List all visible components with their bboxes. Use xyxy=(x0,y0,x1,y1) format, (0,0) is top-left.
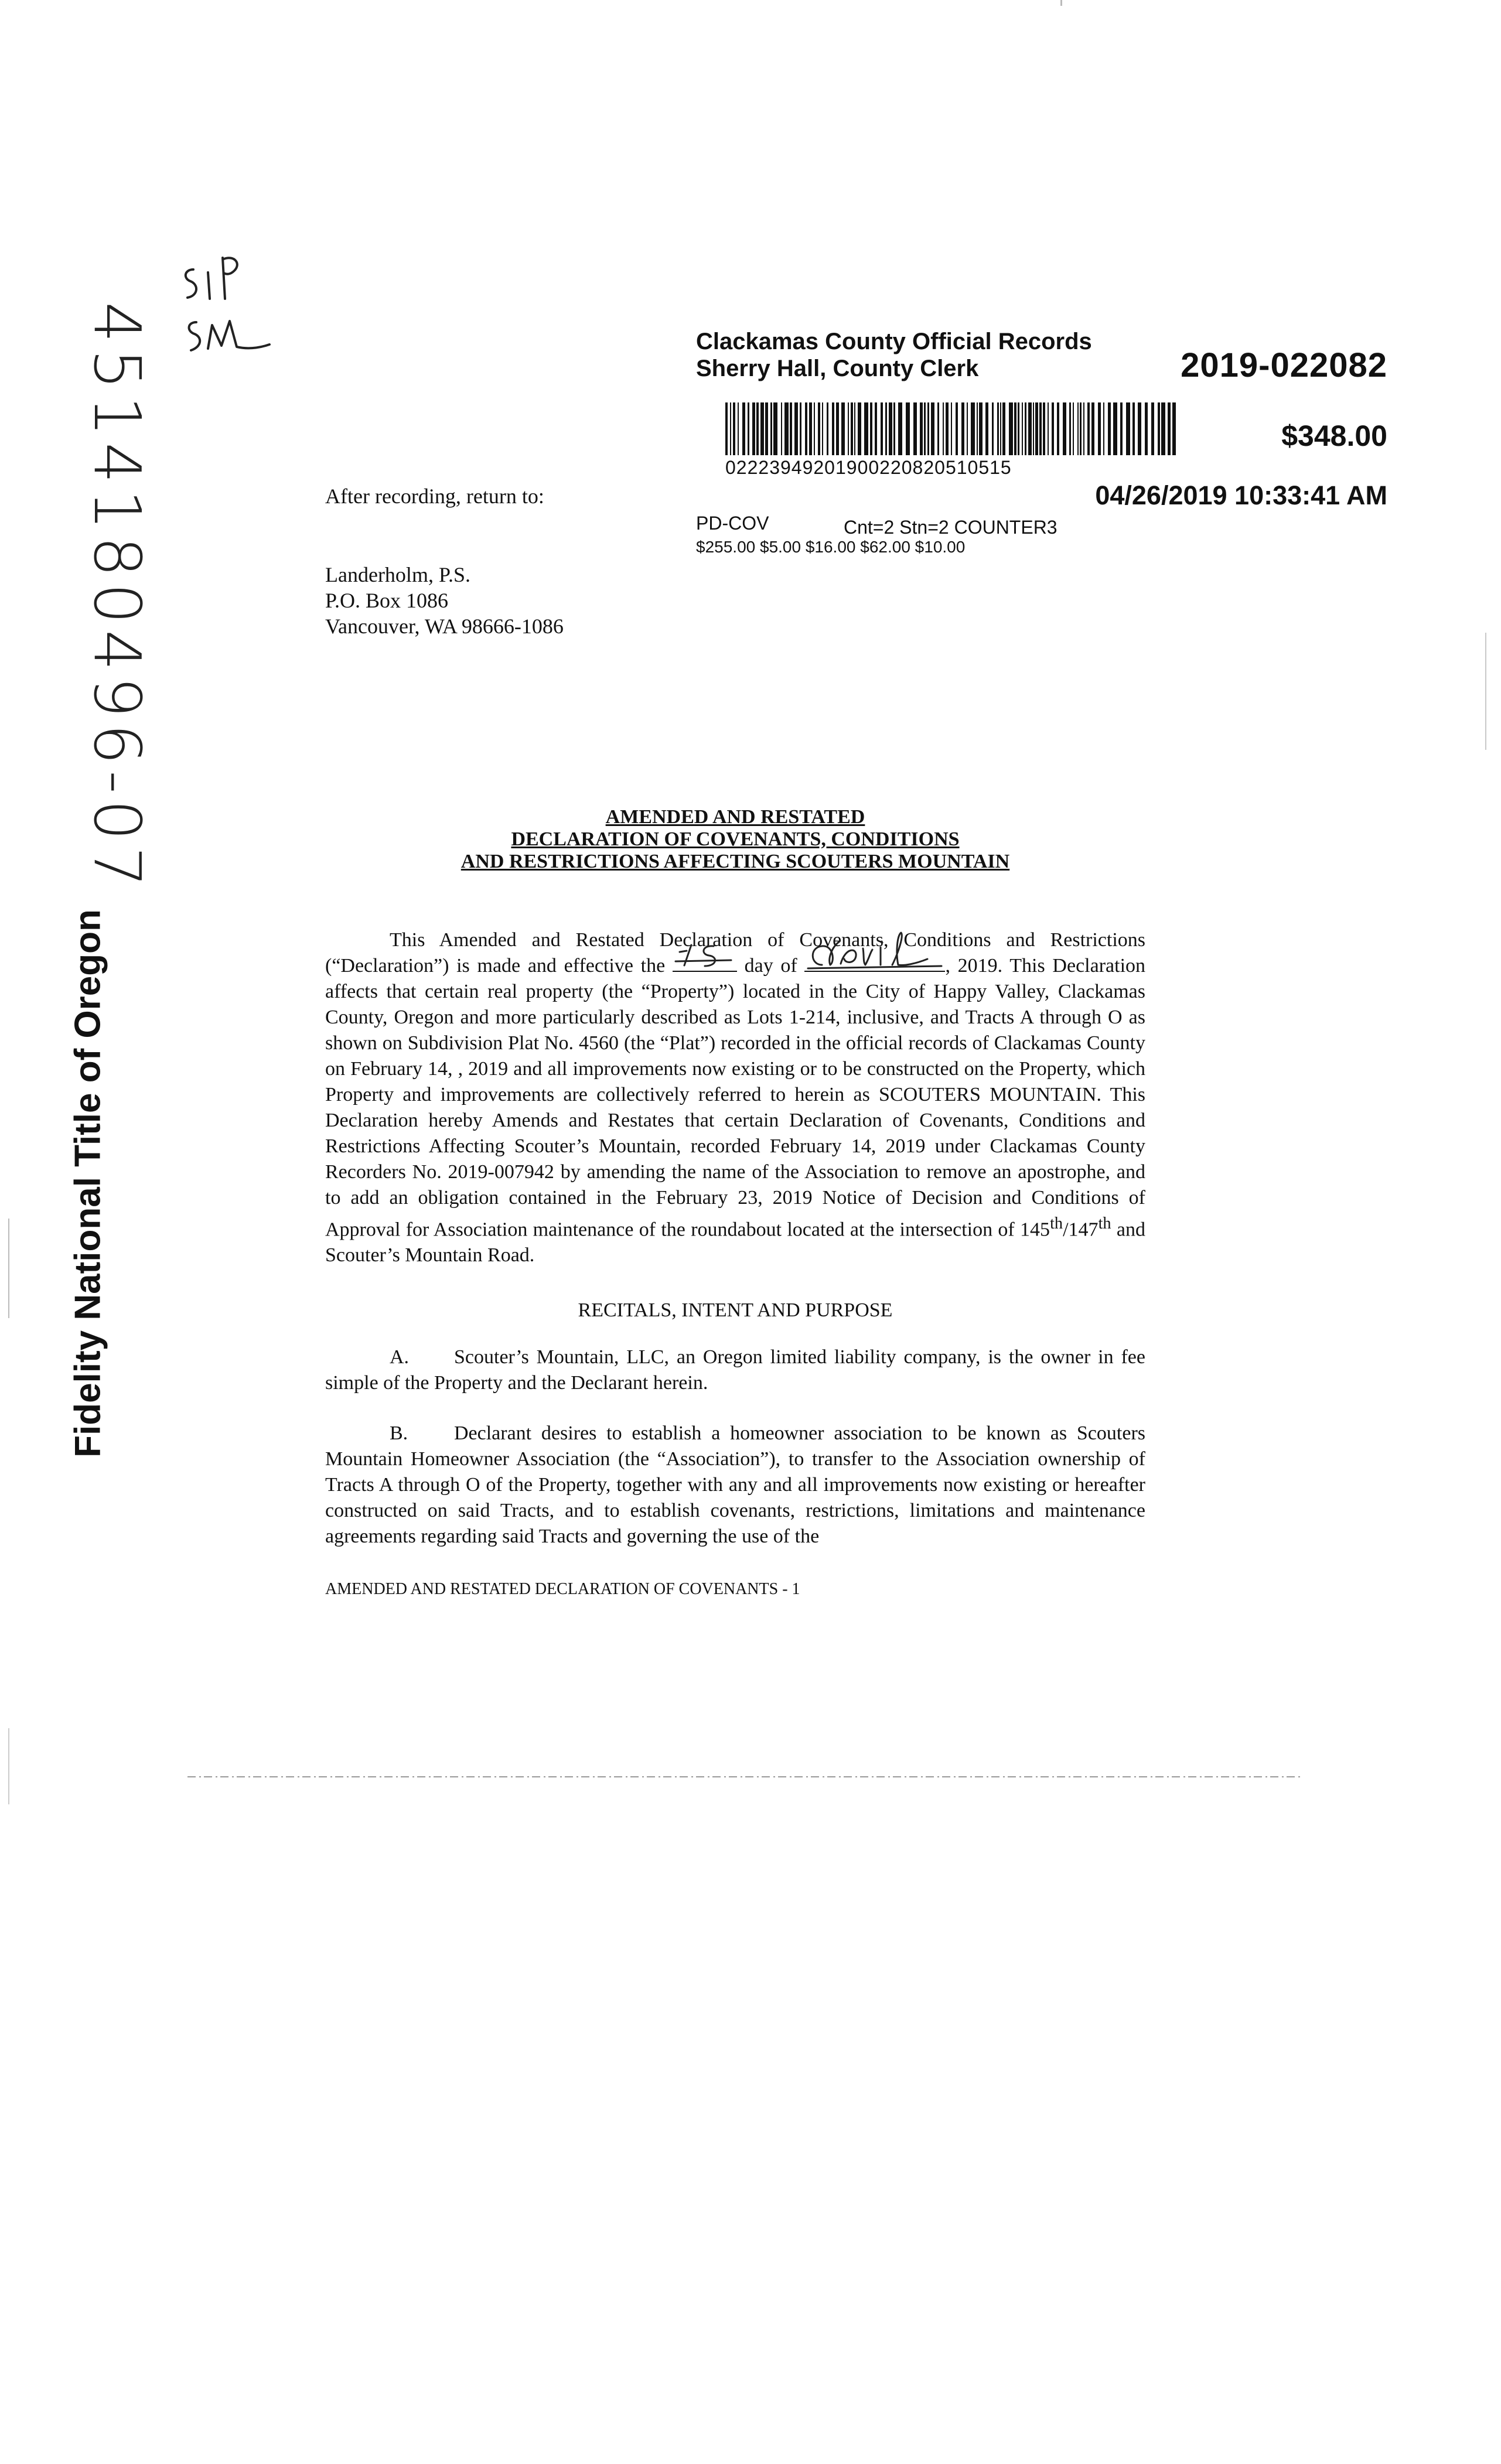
barcode-bar xyxy=(1098,402,1101,455)
barcode-bar xyxy=(875,402,877,455)
barcode-bar xyxy=(931,402,934,455)
barcode-bar xyxy=(885,402,887,455)
barcode-bar xyxy=(1009,402,1013,455)
scan-artifact-line xyxy=(187,1775,1301,1779)
barcode-bar xyxy=(1063,402,1066,455)
recital-a-label: A. xyxy=(390,1346,410,1368)
barcode-number: 02223949201900220820510515 xyxy=(725,457,1012,478)
barcode-bar xyxy=(827,402,828,455)
barcode-bar xyxy=(848,402,849,455)
handwritten-order-number-text: 4514180496-07 xyxy=(80,302,155,893)
ordinal-suffix: th xyxy=(1050,1214,1063,1233)
barcode-bar xyxy=(913,402,917,455)
barcode-bar xyxy=(818,402,820,455)
intro-text-1: This Amended and Restated Declaration of Covenants, Conditions and Restrictions (“Declaration”) is made and effective the xyxy=(325,929,1145,977)
intro-text-3: , 2019. This Declaration affects that certain real property (the “Property”) located in the City of Happy Valley, Clackamas County, Oregon and more particularly described as Lots 1-214, inclusive, and Tracts A through O as shown on Subdivision Plat No. 4560 (the “Plat”) recorded in the official records of Clackamas County on February 14, , 2019 and all improvements now existing or to be constructed on the Property, which Property and improvements are collectively referred to herein as SCOUTERS MOUNTAIN. This Declaration hereby Amends and Restates that certain Declaration of Covenants, Conditions and Restrictions Affecting Scouter’s Mountain, recorded February 14, 2019 under Clackamas County Recorders No. 2019-007942 by amending the name of the Association to remove an apostrophe, and to add an obligation contained in the February 23, 2019 Notice of Decision and Conditions of Approval for Association maintenance of the roundabout located at the intersection of 145 xyxy=(325,955,1146,1241)
barcode-bar xyxy=(1080,402,1082,455)
barcode-bar xyxy=(1077,402,1079,455)
barcode-bar xyxy=(1138,402,1141,455)
barcode-bar xyxy=(854,402,855,455)
title-company-stamp xyxy=(67,909,108,1458)
barcode-bar xyxy=(906,402,910,455)
barcode-bar xyxy=(1033,402,1034,455)
barcode-bar xyxy=(1043,402,1045,455)
barcode-bar xyxy=(870,402,872,455)
barcode-bar xyxy=(1039,402,1042,455)
return-address-block xyxy=(325,483,564,639)
barcode-bar xyxy=(924,402,926,455)
barcode-bar xyxy=(1028,402,1032,455)
scan-mark xyxy=(8,1219,9,1318)
barcode-bar xyxy=(1172,402,1176,455)
recitals-heading: RECITALS, INTENT AND PURPOSE xyxy=(578,1299,893,1321)
barcode-bar xyxy=(770,402,772,455)
barcode-bar xyxy=(773,402,777,455)
barcode-bar xyxy=(851,402,853,455)
barcode-bar xyxy=(822,402,823,455)
barcode-bar xyxy=(790,402,792,455)
title-company-name: Fidelity National Title of Oregon xyxy=(67,909,108,1458)
scan-mark xyxy=(8,1728,9,1804)
barcode-bar xyxy=(1025,402,1026,455)
barcode-bar xyxy=(951,402,952,455)
barcode-bar xyxy=(997,402,999,455)
barcode-bar xyxy=(927,402,929,455)
barcode-bar xyxy=(937,402,939,455)
recital-b-label: B. xyxy=(390,1422,408,1444)
barcode-bar xyxy=(794,402,798,455)
scan-mark xyxy=(1485,633,1486,750)
barcode-bar xyxy=(1087,402,1090,455)
recital-a-text: Scouter’s Mountain, LLC, an Oregon limited liability company, is the owner in fee simple of the Property and the Declarant herein. xyxy=(325,1346,1145,1394)
barcode-bar xyxy=(1057,402,1059,455)
barcode-bar xyxy=(756,402,759,455)
return-label: After recording, return to: xyxy=(325,484,544,508)
barcode-bar xyxy=(858,402,861,455)
barcode-bar xyxy=(979,402,983,455)
recital-b-text: Declarant desires to establish a homeowner association to be known as Scouters Mountain Homeowner Association (the “Association”), to transfer to the Association ownership of Tracts A through O of the Property, together with any and all improvements now existing or hereafter constructed on said Tracts, and to establish covenants, restrictions, limitations and maintenance agreements regarding said Tracts and governing the use of the xyxy=(325,1422,1145,1547)
barcode-bar xyxy=(742,402,745,455)
recorder-office-line2: Sherry Hall, County Clerk xyxy=(696,356,979,381)
return-city: Vancouver, WA 98666-1086 xyxy=(325,615,564,638)
barcode-bar xyxy=(956,402,958,455)
handwritten-month xyxy=(804,930,945,971)
intro-text-4: and Scouter’s Mountain Road. xyxy=(325,1219,1146,1267)
barcode-bar xyxy=(1022,402,1023,455)
title-line-3: AND RESTRICTIONS AFFECTING SCOUTERS MOUNTAIN xyxy=(460,851,1010,872)
document-type-code: PD-COV xyxy=(696,513,769,534)
barcode-bar xyxy=(985,402,988,455)
barcode-bar xyxy=(730,402,731,455)
barcode-bar xyxy=(781,402,782,455)
barcode-bar xyxy=(800,402,801,455)
intro-street-number: /147 xyxy=(1063,1219,1099,1241)
barcode-bar xyxy=(1069,402,1071,455)
barcode-bar xyxy=(1083,402,1084,455)
barcode-bar xyxy=(832,402,834,455)
recording-timestamp: 04/26/2019 10:33:41 AM xyxy=(1095,480,1387,510)
barcode-bar xyxy=(725,402,728,455)
handwritten-initials xyxy=(176,246,275,363)
ordinal-suffix: th xyxy=(1098,1214,1111,1233)
barcode-bar xyxy=(1132,402,1135,455)
barcode-bar xyxy=(1113,402,1117,455)
document-title xyxy=(325,806,1145,873)
barcode-bar xyxy=(1048,402,1049,455)
barcode-bar xyxy=(1126,402,1130,455)
barcode-bar xyxy=(748,402,749,455)
page-footer: AMENDED AND RESTATED DECLARATION OF COVENANTS - 1 xyxy=(325,1580,800,1598)
recording-fee-total: $348.00 xyxy=(1281,419,1387,452)
barcode-bar xyxy=(805,402,807,455)
handwritten-order-number xyxy=(80,302,155,893)
barcode-bar xyxy=(765,402,768,455)
barcode-bar xyxy=(943,402,944,455)
barcode-bar xyxy=(1002,402,1005,455)
barcode-bar xyxy=(1091,402,1094,455)
return-po-box: P.O. Box 1086 xyxy=(325,589,449,612)
barcode-bar xyxy=(946,402,949,455)
recital-a xyxy=(325,1344,1145,1396)
barcode-bar xyxy=(752,402,755,455)
recorder-office-line1: Clackamas County Official Records xyxy=(696,329,1092,354)
handwritten-day xyxy=(673,939,737,968)
barcode-bar xyxy=(1000,402,1001,455)
barcode-bar xyxy=(1145,402,1148,455)
barcode-bar xyxy=(1120,402,1123,455)
barcode-bar xyxy=(760,402,764,455)
barcode-bar xyxy=(809,402,812,455)
barcode-bar xyxy=(1052,402,1054,455)
barcode-bar xyxy=(1018,402,1019,455)
day-blank xyxy=(673,953,737,972)
return-name: Landerholm, P.S. xyxy=(325,563,470,586)
barcode-bar xyxy=(1161,402,1165,455)
barcode-bar xyxy=(1168,402,1171,455)
barcode-bar xyxy=(864,402,868,455)
scan-mark xyxy=(1060,0,1062,6)
barcode-bar xyxy=(814,402,815,455)
barcode-bar xyxy=(1014,402,1016,455)
intro-text-2: day of xyxy=(744,955,797,977)
barcode-bar xyxy=(1158,402,1160,455)
recording-counts: Cnt=2 Stn=2 COUNTER3 xyxy=(844,517,1057,538)
barcode-bar xyxy=(971,402,975,455)
barcode-bar xyxy=(1035,402,1038,455)
barcode-bar xyxy=(992,402,994,455)
title-line-2: DECLARATION OF COVENANTS, CONDITIONS xyxy=(511,828,960,850)
barcode-bar xyxy=(836,402,839,455)
barcode-bar xyxy=(1108,402,1111,455)
barcode-bar xyxy=(967,402,968,455)
barcode-bar xyxy=(889,402,892,455)
recital-b xyxy=(325,1421,1145,1550)
recorder-office xyxy=(696,328,1092,382)
barcode-bar xyxy=(1103,402,1104,455)
recording-fee-breakdown: $255.00 $5.00 $16.00 $62.00 $10.00 xyxy=(696,538,966,556)
month-blank xyxy=(804,953,945,972)
barcode-bar xyxy=(898,402,902,455)
barcode-bar xyxy=(784,402,789,455)
title-line-1: AMENDED AND RESTATED xyxy=(605,806,865,828)
barcode-bar xyxy=(961,402,964,455)
barcode-bar xyxy=(841,402,845,455)
barcode-bar xyxy=(1073,402,1074,455)
barcode-bar xyxy=(881,402,883,455)
barcode-bar xyxy=(1151,402,1154,455)
barcode-bar xyxy=(733,402,735,455)
barcode-bar xyxy=(977,402,978,455)
barcode-bar xyxy=(920,402,923,455)
recording-number: 2019-022082 xyxy=(1181,346,1387,384)
barcode-bar xyxy=(738,402,739,455)
barcode-bar xyxy=(893,402,895,455)
intro-paragraph xyxy=(325,927,1145,1268)
barcode-icon xyxy=(725,402,1176,455)
